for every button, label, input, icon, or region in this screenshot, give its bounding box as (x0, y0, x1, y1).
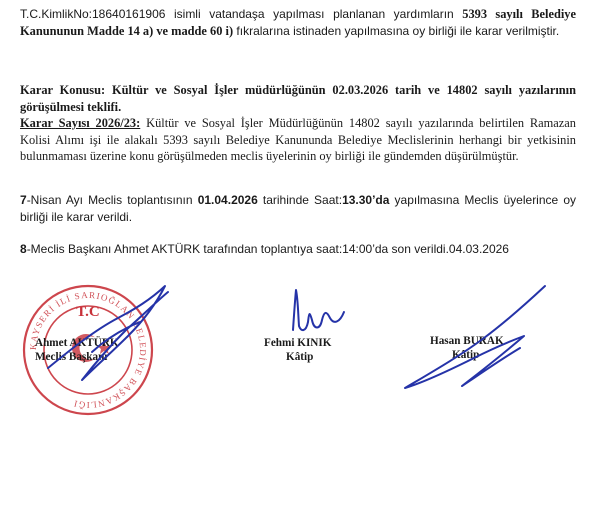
signer-name: Ahmet AKTÜRK (35, 337, 119, 349)
signature-baskan (48, 286, 168, 380)
item-8-text: -Meclis Başkanı Ahmet AKTÜRK tarafından toplantıya saat:14:00’da son verildi.04.03.2026 (26, 242, 509, 256)
signature-katip-1 (293, 290, 344, 330)
item-7-text: -Nisan Ayı Meclis toplantısının (26, 193, 198, 207)
karar-sayisi-text: Kültür ve Sosyal İşler Müdürlüğünün 14802 sayılı yazılarında belirtilen Ramazan Kolisi Alımı işi ile alakalı 5393 sayılı Belediye Kanununda Belediye Meclislerinin herhangi bir yetkisinin bulunmaması üzerine konu görüşülmeden meclis üyelerinin oy birliği ile gündemden düşürülmüştür. (20, 116, 576, 163)
kanun-reference: 5393 sayılı Belediye Kanununun Madde 14 a) ve madde 60 i) (20, 7, 576, 38)
karar-sayisi-label: Karar Sayısı 2026/23: (20, 116, 141, 130)
signer-name: Hasan BURAK (430, 335, 504, 347)
karar-konusu-label: Karar Konusu: (20, 83, 106, 97)
signer-title: Kâtip (286, 351, 314, 363)
item-7-text-3: yapılmasına Meclis üyelerince oy birliği ile karar verildi. (20, 193, 576, 224)
karar-konusu-text: Kültür ve Sosyal İşler müdürlüğünün 02.03.2026 tarih ve 14802 sayılı yazılarının görüşülmesi teklifi. (20, 83, 576, 114)
paragraph-yardim-text: T.C.KimlikNo:18640161906 isimli vatandaşa yapılması planlanan yardımların (20, 7, 463, 21)
paragraph-yardim-end: fıkralarına istinaden yapılmasına oy birliği ile karar verilmiştir. (233, 23, 560, 38)
signer-name: Fehmi KINIK (264, 337, 332, 349)
item-7-number: 7 (20, 193, 27, 207)
meeting-time: 13.30’da (342, 193, 390, 207)
meeting-date: 01.04.2026 (197, 193, 258, 207)
item-8-number: 8 (20, 242, 27, 256)
signer-title: Kâtip (452, 349, 480, 361)
signer-title: Meclis Başkanı (35, 351, 108, 363)
stamp-ring-text: KAYSERİ İLİ SARIOĞLAN BELEDİYE BAŞKANLIĞI (27, 289, 149, 411)
stamp-tc-text: T.C (76, 304, 100, 320)
item-7-text-2: tarihinde Saat: (257, 193, 343, 207)
signature-katip-2 (405, 286, 545, 388)
